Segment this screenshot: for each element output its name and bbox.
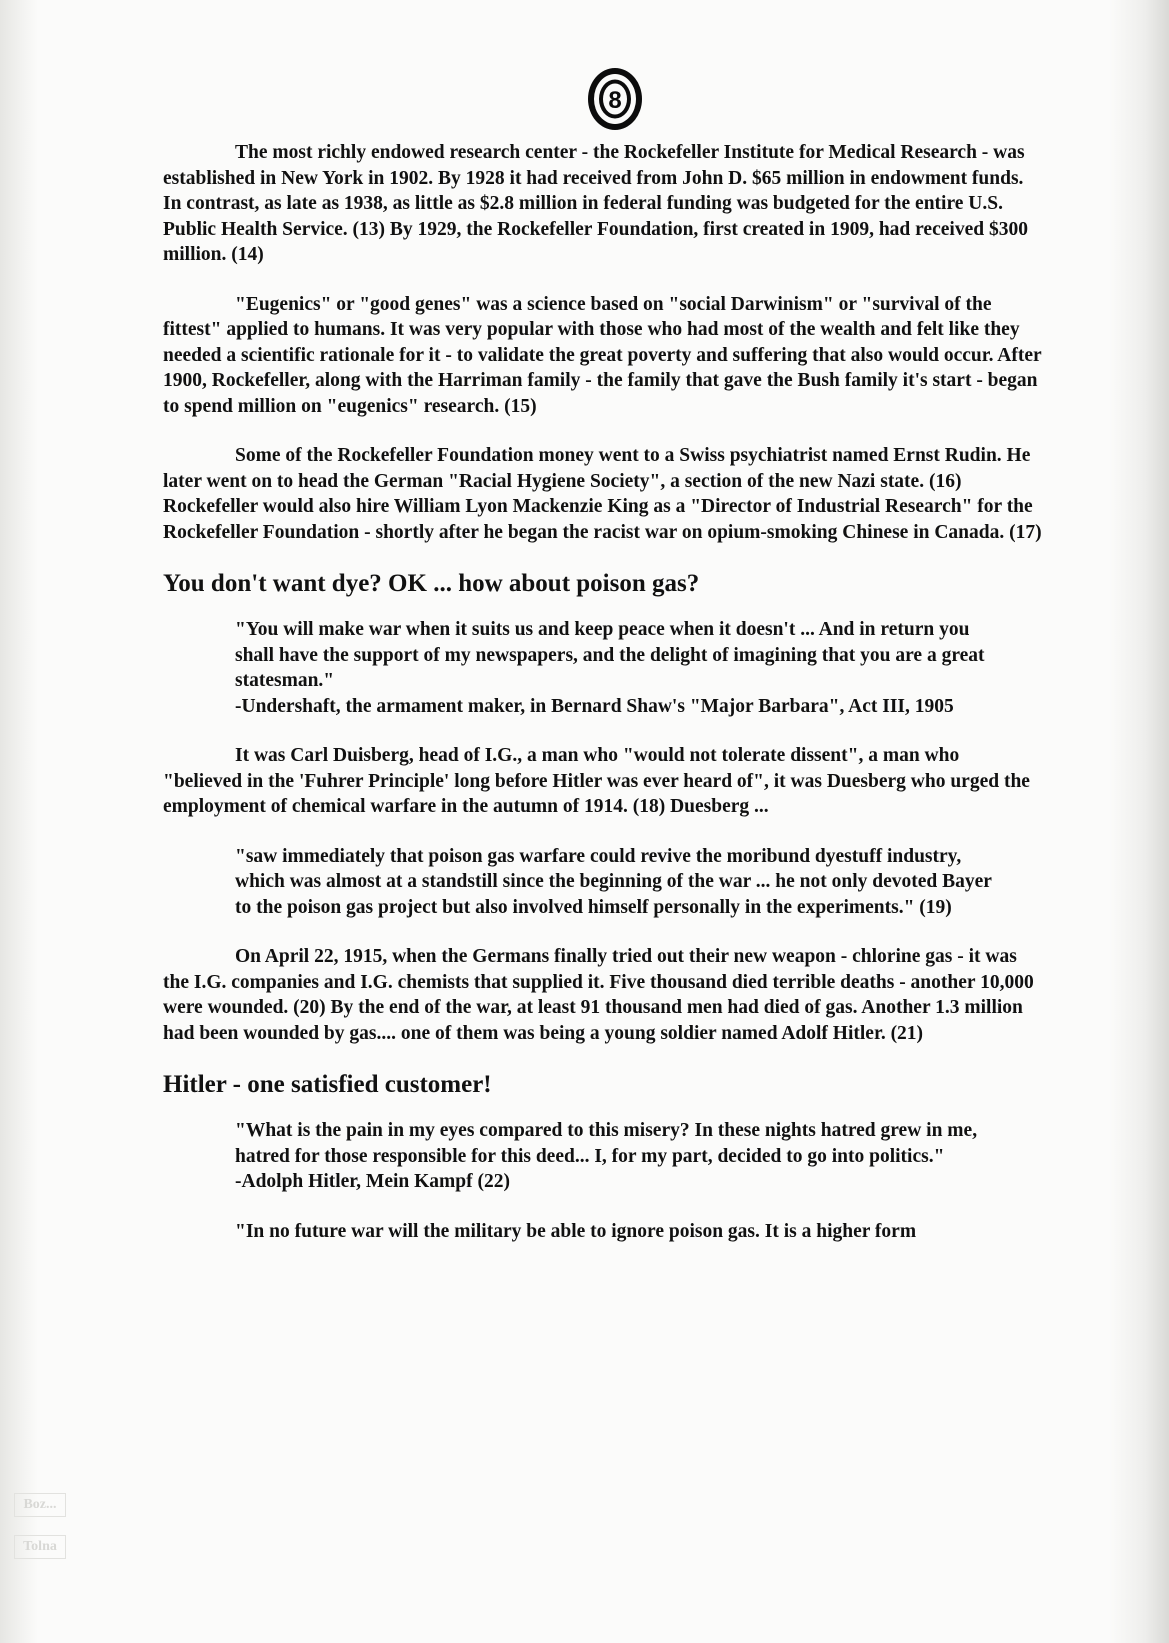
quote-text: "saw immediately that poison gas warfare could revive the moribund dyestuff industry, which was almost at a standstill since the beginning of the war ... he not only devoted Bayer to the poison gas project but also involved himself personally in the experiments." (19) [235, 845, 992, 918]
document-body [163, 140, 1043, 1268]
quote-text: "In no future war will the military be able to ignore poison gas. It is a higher form [235, 1220, 917, 1242]
page-number-text: 8 [608, 87, 622, 114]
section-heading-hitler: Hitler - one satisfied customer! [163, 1071, 492, 1098]
edge-mark-1: Boz... [14, 1493, 66, 1517]
section-heading-poison-gas: You don't want dye? OK ... how about poison gas? [163, 570, 700, 597]
paragraph-rockefeller-institute: The most richly endowed research center - the Rockefeller Institute for Medical Research - was established in New York in 1902. By 1928 it had received from John D. $65 million in endowment funds. In contrast, as late as 1938, as little as $2.8 million in federal funding was budgeted for the entire U.S. Public Health Service. (13) By 1929, the Rockefeller Foundation, first created in 1909, had received $300 million. (14) [163, 142, 1028, 265]
right-page-shadow [1109, 0, 1169, 1643]
edge-mark-2: Tolna [14, 1535, 66, 1559]
paragraph-duisberg: It was Carl Duisberg, head of I.G., a man who "would not tolerate dissent", a man who "believed in the 'Fuhrer Principle' long before Hitler was ever heard of", it was Duesberg who urged the employment of chemical warfare in the autumn of 1914. (18) Duesberg ... [163, 745, 1030, 817]
quote-attribution: -Adolph Hitler, Mein Kampf (22) [235, 1171, 510, 1192]
quote-future-war [235, 1219, 1005, 1245]
quote-duisberg [235, 844, 1005, 921]
quote-undershaft [235, 617, 1005, 719]
page-number-badge [585, 63, 645, 139]
paragraph-eugenics: "Eugenics" or "good genes" was a science based on "social Darwinism" or "survival of the fittest" applied to humans. It was very popular with those who had most of the wealth and felt like they needed a scientific rationale for it - to validate the great poverty and suffering that also would occur. After 1900, Rockefeller, along with the Harriman family - the family that gave the Bush family it's start - began to spend million on "eugenics" research. (15) [163, 293, 1042, 417]
paragraph-rudin: Some of the Rockefeller Foundation money went to a Swiss psychiatrist named Ernst Rudin. He later went on to head the German "Racial Hygiene Society", a section of the new Nazi state. (16) Rockefeller would also hire William Lyon Mackenzie King as a "Director of Industrial Research" for the Rockefeller Foundation - shortly after he began the racist war on opium-smoking Chinese in Canada. (17) [163, 445, 1042, 543]
quote-attribution: -Undershaft, the armament maker, in Bernard Shaw's "Major Barbara", Act III, 1905 [235, 695, 954, 717]
left-binding-shadow [0, 0, 38, 1643]
quote-text: "You will make war when it suits us and keep peace when it doesn't ... And in return you shall have the support of my newspapers, and the delight of imagining that you are a great statesman." [235, 619, 985, 691]
quote-text: "What is the pain in my eyes compared to this misery? In these nights hatred grew in me, hatred for those responsible for this deed... I, for my part, decided to go into politics." [235, 1120, 978, 1167]
quote-mein-kampf [235, 1118, 1005, 1195]
paragraph-april-1915: On April 22, 1915, when the Germans finally tried out their new weapon - chlorine gas - it was the I.G. companies and I.G. chemists that supplied it. Five thousand died terrible deaths - another 10,000 were wounded. (20) By the end of the war, at least 91 thousand men had died of gas. Another 1.3 million had been wounded by gas.... one of them was being a young soldier named Adolf Hitler. (21) [163, 946, 1034, 1044]
